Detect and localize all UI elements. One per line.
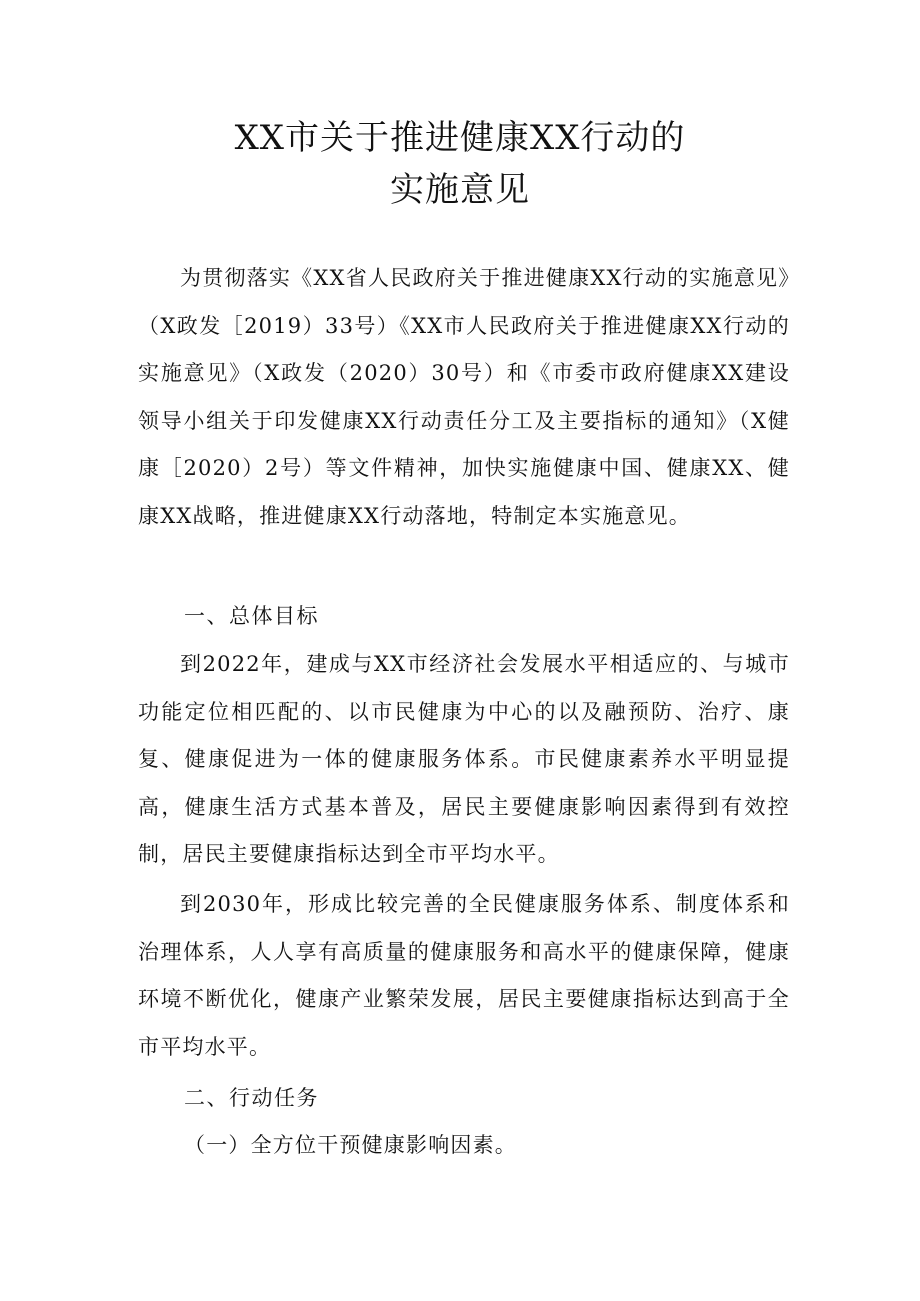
title-line-1: XX市关于推进健康XX行动的	[234, 118, 686, 158]
title-line-2: 实施意见	[390, 170, 530, 210]
intro-paragraph: 为贯彻落实《XX省人民政府关于推进健康XX行动的实施意见》（X政发［2019）33号）《XX市人民政府关于推进健康XX行动的实施意见》（X政发（2020）30号）和《市委市政府健康XX建设领导小组关于印发健康XX行动责任分工及主要指标的通知》（X健康［2020）2号）等文件精神，加快实施健康中国、健康XX、健康XX战略，推进健康XX行动落地，特制定本实施意见。	[138, 266, 790, 528]
goal-2030-paragraph: 到2030年，形成比较完善的全民健康服务体系、制度体系和治理体系，人人享有高质量的健康服务和高水平的健康保障，健康环境不断优化，健康产业繁荣发展，居民主要健康指标达到高于全市平均水平。	[138, 892, 790, 1059]
section-heading-action-tasks: 二、行动任务	[184, 1086, 319, 1110]
document-title	[0, 112, 920, 216]
subsection-heading-1: （一）全方位干预健康影响因素。	[184, 1133, 517, 1157]
goal-2022-paragraph: 到2022年，建成与XX市经济社会发展水平相适应的、与城市功能定位相匹配的、以市民健康为中心的以及融预防、治疗、康复、健康促进为一体的健康服务体系。市民健康素养水平明显提高，健康生活方式基本普及，居民主要健康影响因素得到有效控制，居民主要健康指标达到全市平均水平。	[138, 652, 790, 866]
section-heading-overall-goals: 一、总体目标	[184, 604, 319, 628]
